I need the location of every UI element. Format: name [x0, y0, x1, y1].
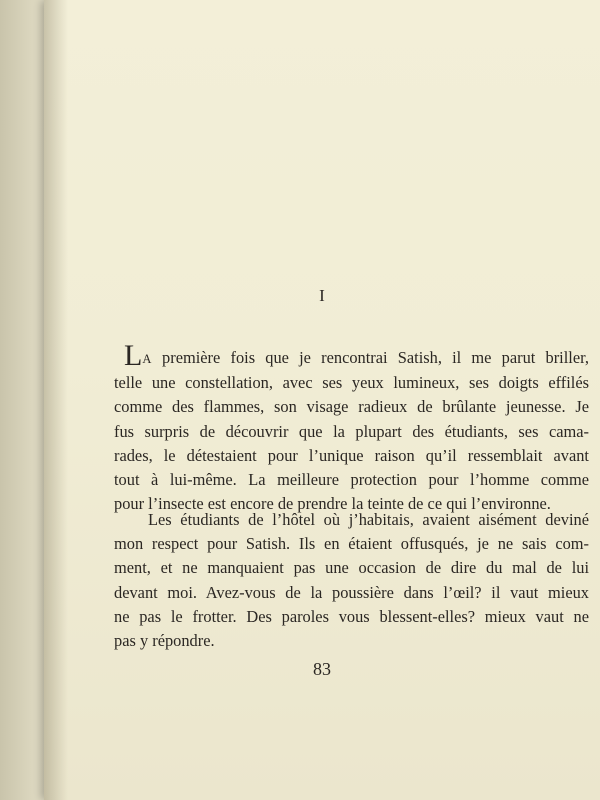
text-line: ment, et ne manquaient pas une occasion de dire du mal de lui [114, 558, 589, 578]
text-line: Les étudiants de l’hôtel où j’habitais, avaient aisément deviné [148, 510, 589, 529]
text-line: comme des flammes, son visage radieux de brûlante jeunesse. Je [114, 397, 589, 417]
text-line: ne pas le frotter. Des paroles vous blessent-elles? mieux vaut ne [114, 606, 589, 626]
text-line: telle une constellation, avec ses yeux lumineux, ses doigts effilés [114, 373, 589, 393]
text-line: tout à lui-même. La meilleure protection pour l’homme comme [114, 470, 589, 490]
gutter-shadow [44, 0, 68, 800]
paragraph-2 [114, 508, 589, 653]
text-line: fus surpris de découvrir que la plupart des étudiants, ses cama- [114, 421, 589, 441]
text-line: devant moi. Avez-vous de la poussière dans l’œil? il vaut mieux [114, 582, 589, 602]
text-line: rades, le détestaient pour l’unique raison qu’il ressemblait avant [114, 445, 589, 465]
first-line-text: première fois que je rencontrai Satish, il me parut briller, [151, 348, 589, 367]
text-line: mon respect pour Satish. Ils en étaient offusqués, je ne sais com- [114, 534, 589, 554]
text-line: pour l’insecte est encore de prendre la teinte de ce qui l’environne. [114, 494, 551, 514]
drop-cap: L [124, 339, 143, 372]
text-line [114, 339, 589, 372]
page-number: 83 [313, 659, 331, 679]
paragraph-1 [114, 339, 589, 516]
small-caps: A [142, 352, 152, 366]
book-page [44, 0, 600, 800]
chapter-number: I [319, 286, 325, 305]
text-line: pas y répondre. [114, 631, 215, 651]
